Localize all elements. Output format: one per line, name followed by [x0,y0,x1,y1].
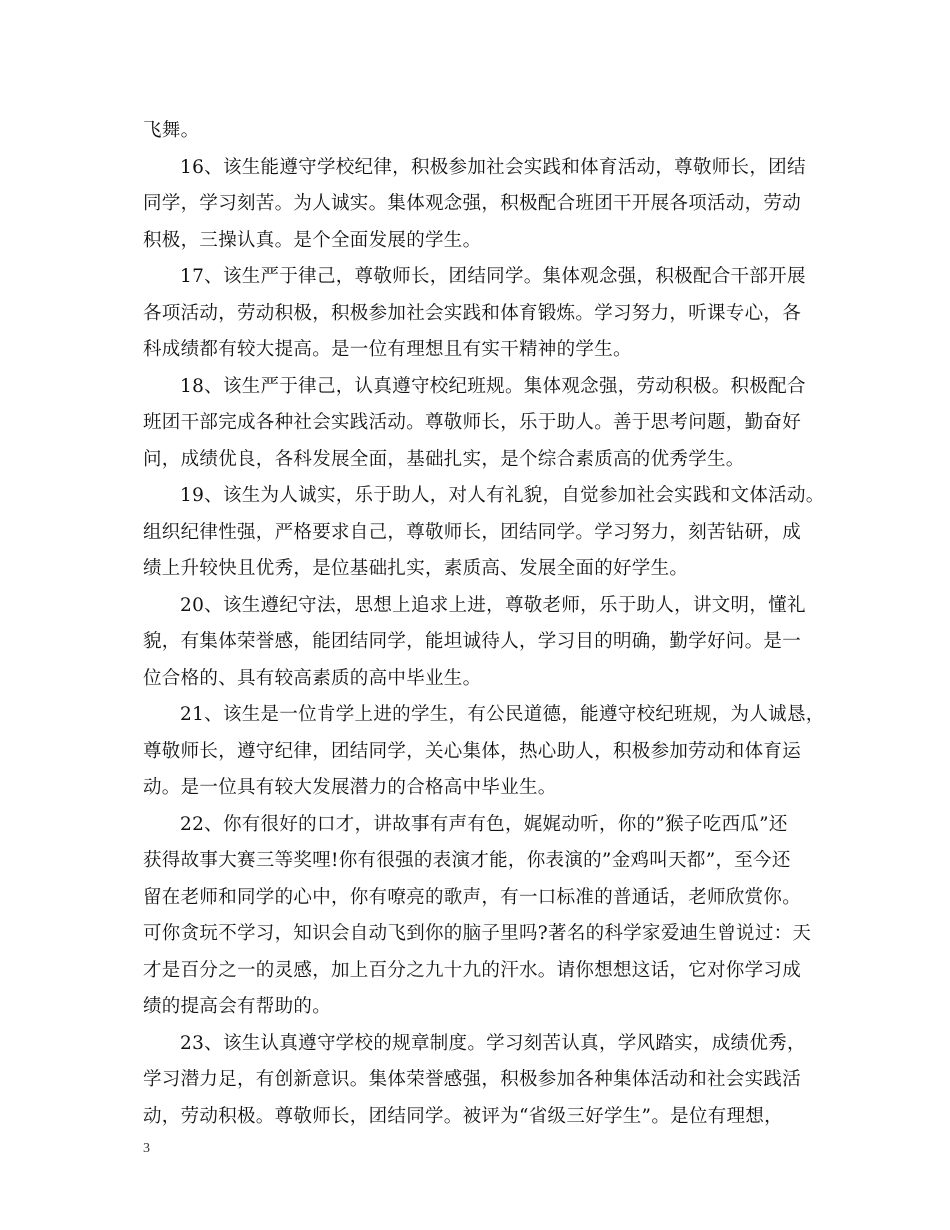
text-line: 组织纪律性强，严格要求自己，尊敬师长，团结同学。学习努力，刻苦钻研，成 [143,521,802,543]
paragraph-start-line: 20、该生遵纪守法，思想上追求上进，尊敬老师，乐于助人，讲文明，懂礼 [180,594,806,616]
text-line: 班团干部完成各种社会实践活动。尊敬师长，乐于助人。善于思考问题，勤奋好 [143,412,802,433]
text-line: 科成绩都有较大提高。是一位有理想且有实干精神的学生。 [143,339,632,360]
text-line: 留在老师和同学的心中，你有嘹亮的歌声，有一口标准的普通话，老师欣赏你。 [143,886,802,908]
text-line: 问，成绩优良，各科发展全面，基础扎实，是个综合素质高的优秀学生。 [143,448,745,470]
text-line: 绩的提高会有帮助的。 [143,996,332,1017]
document-body [143,113,825,1135]
text-line: 可你贪玩不学习，知识会自动飞到你的脑子里吗?著名的科学家爱迪生曾说过：天 [143,923,812,944]
text-line: 各项活动，劳动积极，积极参加社会实践和体育锻炼。学习努力，听课专心，各 [143,302,802,324]
paragraph-start-line: 16、该生能遵守学校纪律，积极参加社会实践和体育活动，尊敬师长，团结 [180,156,806,178]
paragraph-start-line: 21、该生是一位肯学上进的学生，有公民道德，能遵守校纪班规，为人诚恳， [180,704,825,725]
text-line: 尊敬师长，遵守纪律，团结同学，关心集体，热心助人，积极参加劳动和体育运 [143,740,802,762]
text-line: 同学，学习刻苦。为人诚实。集体观念强，积极配合班团干开展各项活动，劳动 [143,193,802,214]
text-line: 积极，三操认真。是个全面发展的学生。 [143,229,482,251]
paragraph-start-line: 22、你有很好的口才，讲故事有声有色，娓娓动听，你的”猴子吃西瓜”还 [180,813,788,835]
text-line: 才是百分之一的灵感，加上百分之九十九的汗水。请你想想这话，它对你学习成 [143,959,802,981]
text-line: 动，劳动积极。尊敬师长，团结同学。被评为“省级三好学生”。是位有理想， [143,1105,783,1127]
text-line: 学习潜力足，有创新意识。集体荣誉感强，积极参加各种集体活动和社会实践活 [143,1069,802,1090]
paragraph-start-line: 23、该生认真遵守学校的规章制度。学习刻苦认真，学风踏实，成绩优秀， [180,1032,806,1054]
text-line: 绩上升较快且优秀，是位基础扎实，素质高、发展全面的好学生。 [143,558,689,579]
text-line: 位合格的、具有较高素质的高中毕业生。 [143,667,482,689]
paragraph-start-line: 17、该生严于律己，尊敬师长，团结同学。集体观念强，积极配合干部开展 [180,266,806,287]
text-line: 貌，有集体荣誉感，能团结同学，能坦诚待人，学习目的明确，勤学好问。是一 [143,631,802,652]
text-line: 动。是一位具有较大发展潜力的合格高中毕业生。 [143,777,557,798]
paragraph-start-line: 19、该生为人诚实，乐于助人，对人有礼貌，自觉参加社会实践和文体活动。 [180,485,825,506]
paragraph-start-line: 18、该生严于律己，认真遵守校纪班规。集体观念强，劳动积极。积极配合 [180,375,806,397]
text-line: 飞舞。 [143,120,200,141]
page-number: 3 [143,1141,150,1156]
text-line: 获得故事大赛三等奖哩!你有很强的表演才能，你表演的”金鸡叫天都”，至今还 [143,850,791,871]
